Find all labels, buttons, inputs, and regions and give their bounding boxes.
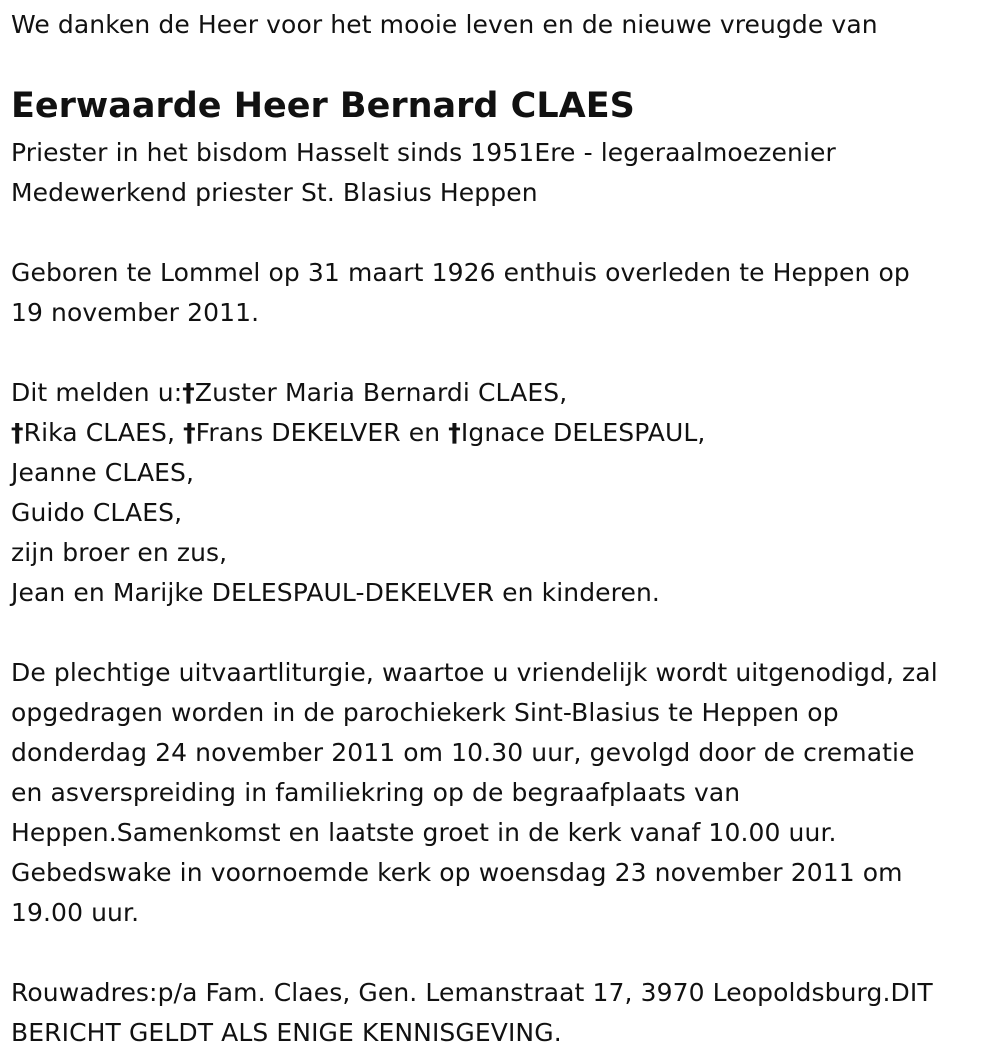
announcer-rika: Rika CLAES,: [23, 418, 184, 447]
liturgy-line: en asverspreiding in familiekring op de begraafplaats van: [11, 778, 741, 807]
cross-icon: †: [448, 418, 461, 447]
announcer-jean-marijke: Jean en Marijke DELESPAUL-DEKELVER en kinderen.: [11, 578, 660, 607]
liturgy-line: De plechtige uitvaartliturgie, waartoe u vriendelijk wordt uitgenodigd, zal: [11, 658, 938, 687]
birth-death-line-2: 19 november 2011.: [11, 298, 260, 327]
birth-death-line-1: Geboren te Lommel op 31 maart 1926 enthuis overleden te Heppen op: [11, 258, 910, 287]
address-line-1: Rouwadres:p/a Fam. Claes, Gen. Lemanstraat 17, 3970 Leopoldsburg.DIT: [11, 978, 933, 1007]
title-line-2: Medewerkend priester St. Blasius Heppen: [11, 178, 538, 207]
announcer-jeanne: Jeanne CLAES,: [11, 458, 195, 487]
liturgy-line: Gebedswake in voornoemde kerk op woensdag 23 november 2011 om: [11, 858, 903, 887]
liturgy-line: 19.00 uur.: [11, 898, 140, 927]
cross-icon: †: [182, 378, 195, 407]
title-line-1: Priester in het bisdom Hasselt sinds 1951Ere - legeraalmoezenier: [11, 138, 836, 167]
announcers-line-1: [11, 378, 567, 408]
cross-icon: †: [11, 418, 24, 447]
announcer-ignace: Ignace DELESPAUL,: [460, 418, 706, 447]
announcers-prefix: Dit melden u:: [11, 378, 183, 407]
deceased-name: Eerwaarde Heer Bernard CLAES: [11, 86, 635, 126]
cross-icon: †: [183, 418, 196, 447]
intro-text: We danken de Heer voor het mooie leven en de nieuwe vreugde van: [11, 10, 878, 39]
liturgy-line: Heppen.Samenkomst en laatste groet in de kerk vanaf 10.00 uur.: [11, 818, 837, 847]
liturgy-line: donderdag 24 november 2011 om 10.30 uur, gevolgd door de crematie: [11, 738, 915, 767]
liturgy-line: opgedragen worden in de parochiekerk Sint-Blasius te Heppen op: [11, 698, 839, 727]
announcer-guido: Guido CLAES,: [11, 498, 183, 527]
announcer-zuster-maria: Zuster Maria Bernardi CLAES,: [194, 378, 568, 407]
announcers-line-2: [11, 418, 705, 448]
announcers-relation: zijn broer en zus,: [11, 538, 228, 567]
announcer-frans: Frans DEKELVER en: [195, 418, 449, 447]
address-line-2: BERICHT GELDT ALS ENIGE KENNISGEVING.: [11, 1018, 562, 1047]
